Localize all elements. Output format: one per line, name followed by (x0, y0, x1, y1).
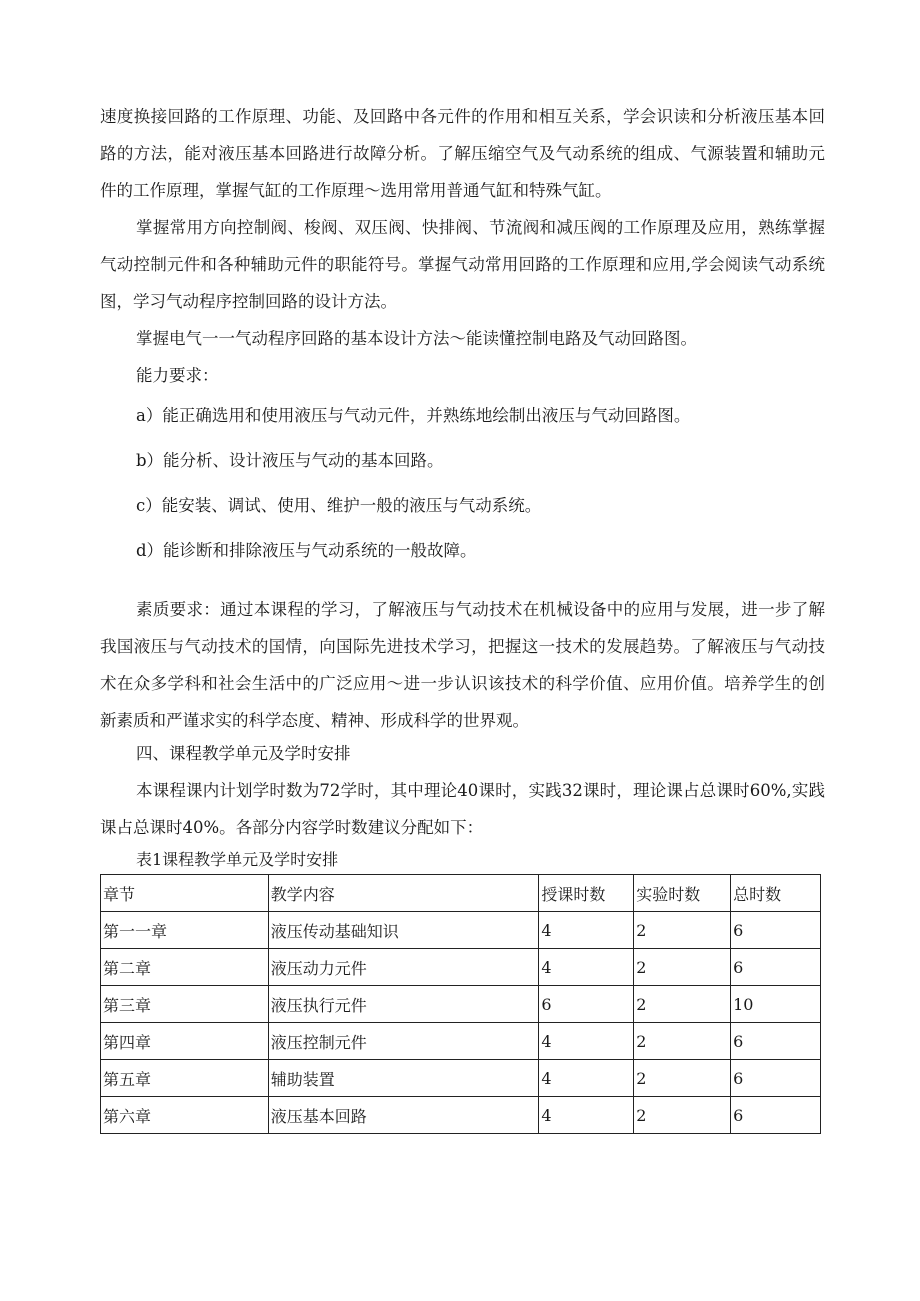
table-row (101, 1060, 821, 1097)
cell-total-hours: 6 (731, 1060, 821, 1097)
cell-lecture-hours: 4 (539, 912, 634, 949)
cell-lab-hours: 2 (634, 1060, 731, 1097)
cell-total-hours: 6 (731, 1097, 821, 1134)
paragraph-electro-pneumatic: 掌握电气一一气动程序回路的基本设计方法～能读懂控制电路及气动回路图。 (136, 329, 697, 348)
cell-content: 液压动力元件 (268, 949, 539, 986)
paragraph-hours-allocation: 本课程课内计划学时数为72学时，其中理论40课时，实践32课时，理论课占总课时60%,实践课占总课时40%。各部分内容学时数建议分配如下： (100, 781, 825, 837)
cell-total-hours: 6 (731, 912, 821, 949)
table-row (101, 912, 821, 949)
cell-lab-hours: 2 (634, 1097, 731, 1134)
cell-total-hours: 6 (731, 1023, 821, 1060)
cell-chapter: 第二章 (101, 949, 269, 986)
ability-requirements-title: 能力要求： (136, 366, 219, 385)
ability-item-a: a）能正确选用和使用液压与气动元件，并熟练地绘制出液压与气动回路图。 (136, 406, 691, 425)
paragraph-hydraulic-circuits: 速度换接回路的工作原理、功能、及回路中各元件的作用和相互关系，学会识读和分析液压基本回路的方法，能对液压基本回路进行故障分析。了解压缩空气及气动系统的组成、气源装置和辅助元件的工作原理，掌握气缸的工作原理～选用常用普通气缸和特殊气缸。 (100, 107, 825, 200)
cell-content: 辅助装置 (268, 1060, 539, 1097)
cell-lab-hours: 2 (634, 912, 731, 949)
header-content: 教学内容 (268, 875, 539, 912)
table-row (101, 1023, 821, 1060)
table-row (101, 1097, 821, 1134)
cell-lecture-hours: 4 (539, 1023, 634, 1060)
cell-content: 液压传动基础知识 (268, 912, 539, 949)
cell-chapter: 第五章 (101, 1060, 269, 1097)
ability-item-b: b）能分析、设计液压与气动的基本回路。 (136, 451, 444, 470)
table-row (101, 949, 821, 986)
table-row (101, 986, 821, 1023)
table-caption: 表1课程教学单元及学时安排 (136, 850, 339, 869)
cell-lab-hours: 2 (634, 986, 731, 1023)
cell-lecture-hours: 4 (539, 1097, 634, 1134)
cell-total-hours: 6 (731, 949, 821, 986)
cell-lecture-hours: 4 (539, 1060, 634, 1097)
ability-item-d: d）能诊断和排除液压与气动系统的一般故障。 (136, 541, 477, 560)
cell-chapter: 第六章 (101, 1097, 269, 1134)
cell-lab-hours: 2 (634, 949, 731, 986)
course-schedule-table (100, 874, 821, 1134)
ability-item-c: c）能安装、调试、使用、维护一般的液压与气动系统。 (136, 496, 542, 515)
cell-content: 液压执行元件 (268, 986, 539, 1023)
cell-content: 液压基本回路 (268, 1097, 539, 1134)
cell-content: 液压控制元件 (268, 1023, 539, 1060)
section-heading: 四、课程教学单元及学时安排 (136, 744, 351, 763)
cell-lab-hours: 2 (634, 1023, 731, 1060)
cell-chapter: 第四章 (101, 1023, 269, 1060)
header-total-hours: 总时数 (731, 875, 821, 912)
table-header-row (101, 875, 821, 912)
header-lecture-hours: 授课时数 (539, 875, 634, 912)
paragraph-quality-requirements: 素质要求：通过本课程的学习，了解液压与气动技术在机械设备中的应用与发展，进一步了解我国液压与气动技术的国情，向国际先进技术学习，把握这一技术的发展趋势。了解液压与气动技术在众多学科和社会生活中的广泛应用～进一步认识该技术的科学价值、应用价值。培养学生的创新素质和严谨求实的科学态度、精神、形成科学的世界观。 (100, 600, 825, 730)
cell-chapter: 第三章 (101, 986, 269, 1023)
cell-total-hours: 10 (731, 986, 821, 1023)
paragraph-pneumatic-valves: 掌握常用方向控制阀、梭阀、双压阀、快排阀、节流阀和减压阀的工作原理及应用，熟练掌握气动控制元件和各种辅助元件的职能符号。掌握气动常用回路的工作原理和应用,学会阅读气动系统图，学习气动程序控制回路的设计方法。 (100, 218, 825, 311)
header-chapter: 章节 (101, 875, 269, 912)
header-lab-hours: 实验时数 (634, 875, 731, 912)
cell-lecture-hours: 6 (539, 986, 634, 1023)
cell-lecture-hours: 4 (539, 949, 634, 986)
cell-chapter: 第一一章 (101, 912, 269, 949)
